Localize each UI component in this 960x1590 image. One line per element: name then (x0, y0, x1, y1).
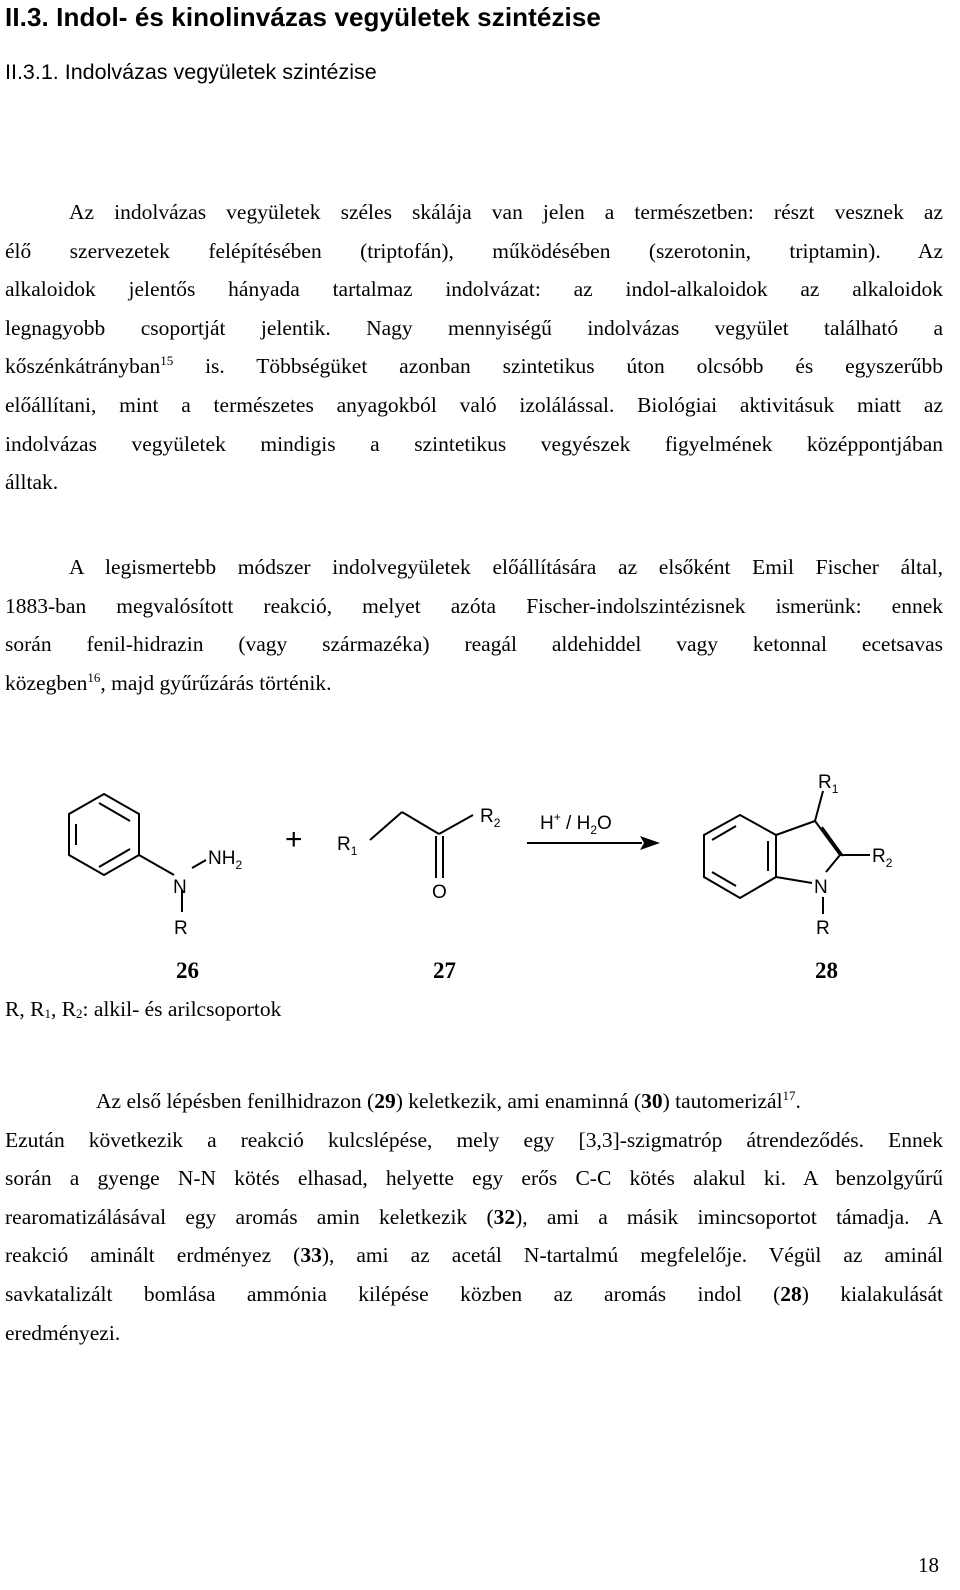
atom-label-nh2: $NH_2$ (208, 848, 243, 872)
subsection-heading: II.3.1. Indolvázas vegyületek szintézise (5, 60, 377, 84)
citation-ref: 15 (160, 353, 174, 369)
citation-ref: 17 (782, 1088, 796, 1103)
text-line: kőszénkátrányban$^{15}$ is. Többségüket azonban szintetikus úton olcsóbb és egyszerűbb (5, 353, 943, 379)
text-line: Ezután következik a reakció kulcslépése, mely egy [3,3]-szigmatróp átrendeződés. Ennek (5, 1127, 943, 1152)
page-number: 18 (918, 1553, 939, 1577)
reaction-arrow (527, 836, 660, 850)
atom-label-r: R (174, 918, 188, 939)
compound-number-26: 26 (176, 958, 199, 983)
text-line: közegben$^{16}$, majd gyűrűzárás történik. (5, 669, 332, 695)
text-line: savkatalizált bomlása ammónia kilépése közben az aromás indol (28) kialakulását (5, 1281, 943, 1306)
plus-sign: + (285, 823, 303, 856)
atom-label-n: N (814, 877, 828, 898)
substituent-legend: R, $R_1$, $R_2$: alkil- és arilcsoportok (5, 997, 282, 1021)
compound-ref: 33 (300, 1243, 322, 1268)
atom-label-r: R (816, 918, 830, 939)
atom-label-r2: $R_2$ (480, 806, 501, 830)
section-heading: II.3. Indol- és kinolinvázas vegyületek szintézise (5, 2, 601, 32)
text-line: Az indolvázas vegyületek széles skálája van jelen a természetben: részt vesznek az (69, 200, 943, 224)
compound-ref: 32 (493, 1204, 516, 1229)
text-line: A legismertebb módszer indolvegyületek előállítására az elsőként Emil Fischer által, (69, 555, 943, 579)
atom-label-r1: $R_1$ (337, 834, 358, 858)
text-line: 1883-ban megvalósított reakció, melyet azóta Fischer-indolszintézisnek ismerünk: ennek (5, 593, 943, 618)
reagent-label: $H^+ / H_2O$ (540, 810, 612, 837)
atom-label-r1: $R_1$ (818, 772, 839, 796)
compound-28-structure (704, 791, 870, 914)
text-line: álltak. (5, 470, 59, 495)
compound-ref: 29 (374, 1089, 396, 1113)
reaction-scheme (0, 765, 960, 990)
paragraph-mechanism (5, 1082, 943, 1352)
text-line: rearomatizálásával egy aromás amin keletkezik (32), ami a másik imincsoportot támadja. A (5, 1204, 943, 1229)
compound-ref: 28 (780, 1281, 802, 1306)
atom-label-n: N (173, 877, 187, 898)
text-line: Az első lépésben fenilhidrazon (29) keletkezik, ami enaminná (30) tautomerizál$^{17}$. (96, 1088, 801, 1113)
text-line: során a gyenge N-N kötés elhasad, helyette egy erős C-C kötés alakul ki. A benzolgyűrű (5, 1166, 943, 1191)
compound-27-structure (370, 812, 473, 878)
paragraph-intro (5, 193, 943, 502)
text-line: előállítani, mint a természetes anyagokból való izolálással. Biológiai aktivitásuk miatt az (5, 392, 943, 417)
compound-number-27: 27 (433, 958, 456, 983)
text-line: reakció aminált erdményez (33), ami az acetál N-tartalmú megfelelője. Végül az aminál (5, 1243, 943, 1268)
text-line: alkaloidok jelentős hányada tartalmaz indolvázat: az indol-alkaloidok az alkaloidok (5, 277, 943, 302)
citation-ref: 16 (87, 669, 101, 685)
text-line: élő szervezetek felépítésében (triptofán), működésében (szerotonin, triptamin). Az (5, 238, 943, 263)
text-line: eredményezi. (5, 1320, 121, 1345)
atom-label-o: O (432, 882, 447, 903)
compound-number-28: 28 (815, 958, 838, 983)
atom-label-r2: $R_2$ (872, 846, 893, 870)
paragraph-fischer (5, 548, 943, 702)
text-line: legnagyobb csoportját jelentik. Nagy mennyiségű indolvázas vegyület található a (5, 315, 943, 340)
text-line: során fenil-hidrazin (vagy származéka) reagál aldehiddel vagy ketonnal ecetsavas (5, 632, 943, 657)
compound-ref: 30 (641, 1089, 663, 1113)
text-line: indolvázas vegyületek mindigis a szintetikus vegyészek figyelmének középpontjában (5, 431, 943, 456)
